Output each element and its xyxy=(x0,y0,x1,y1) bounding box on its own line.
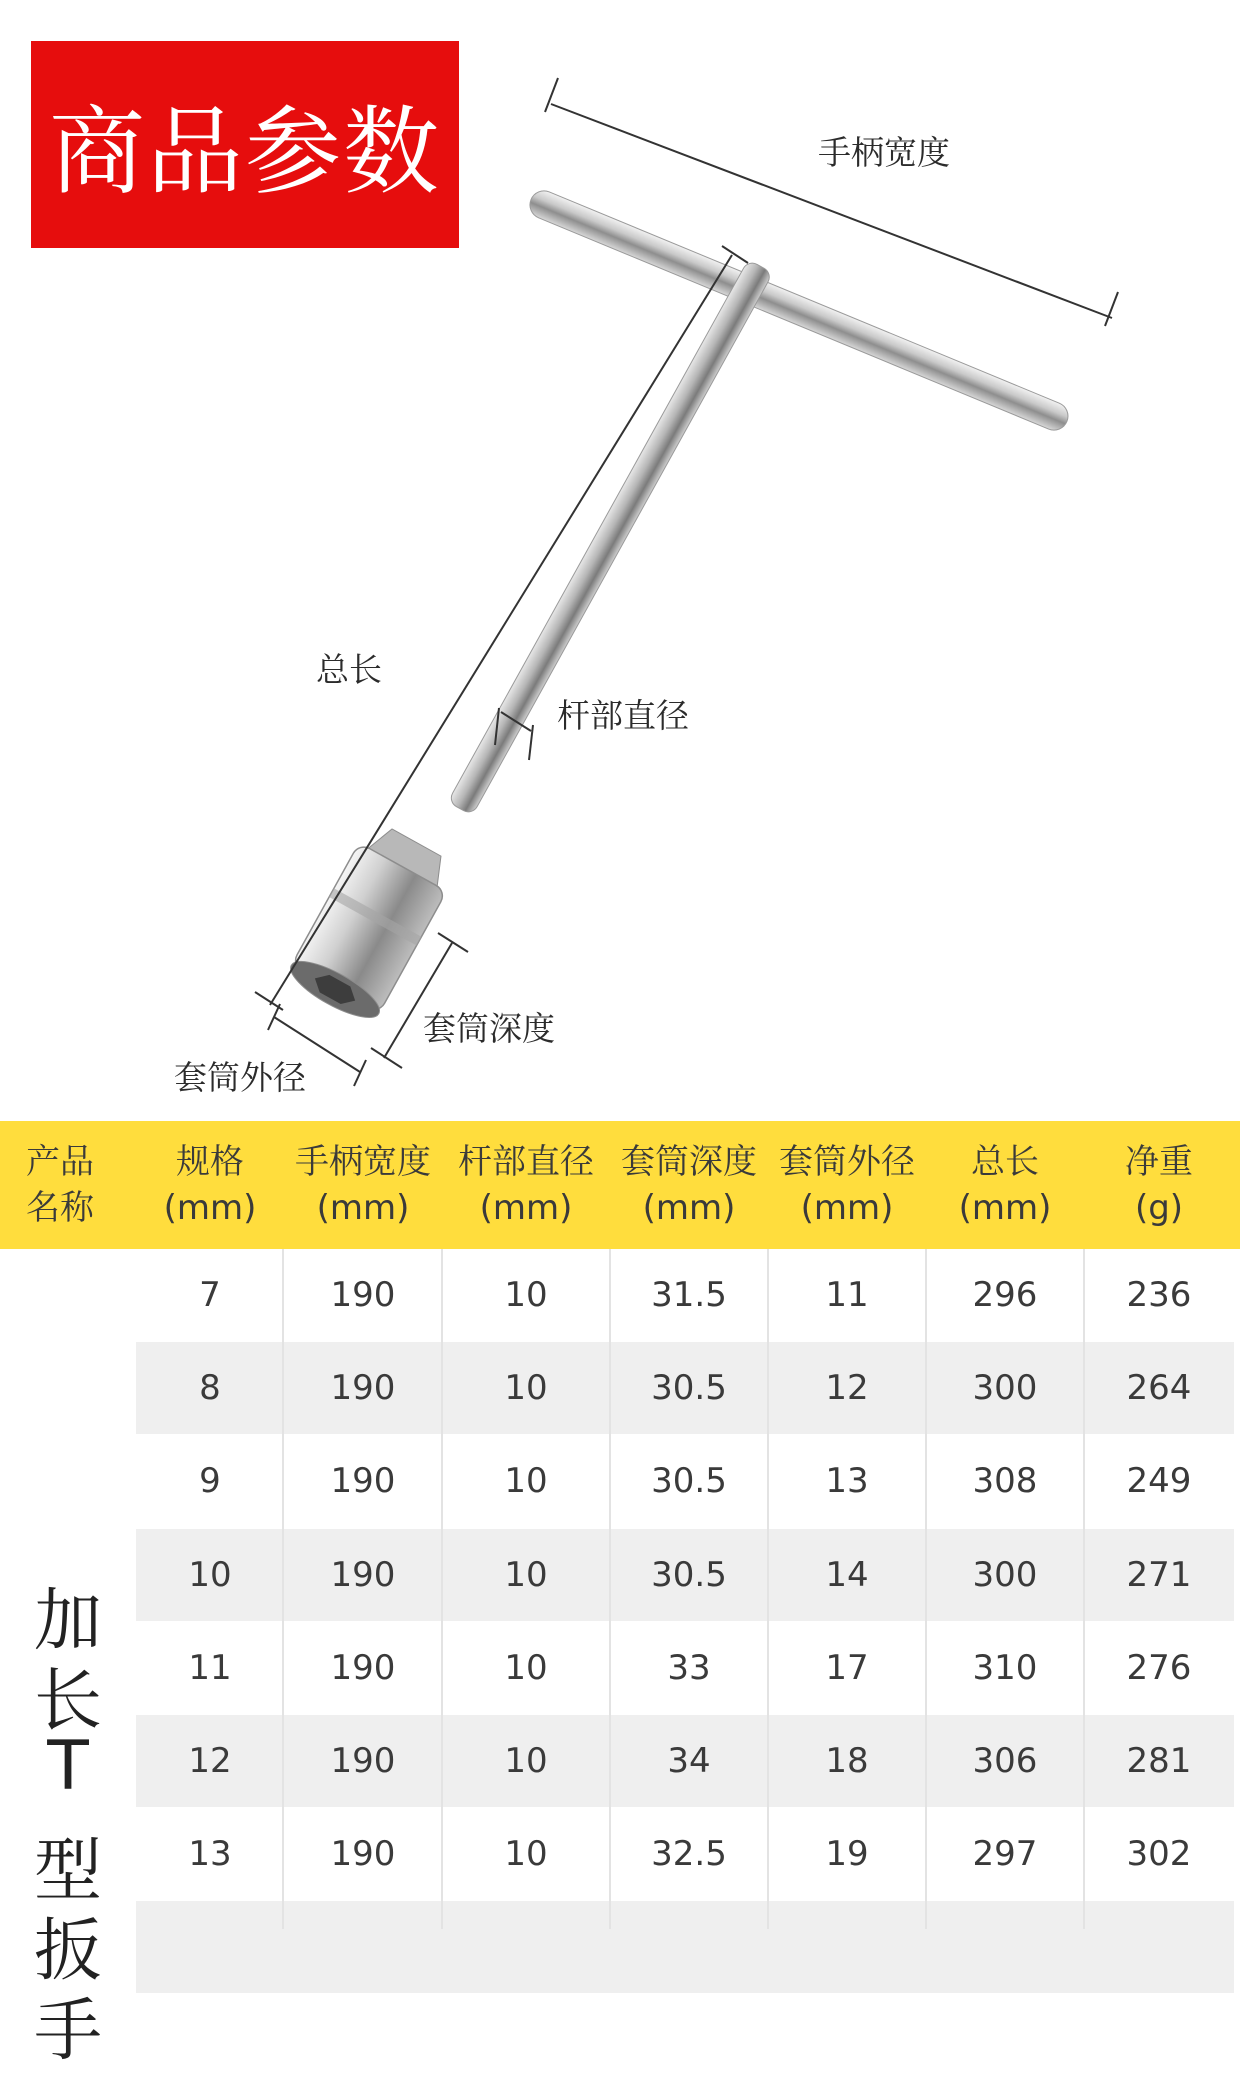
header-socket-depth xyxy=(610,1121,768,1249)
column-divider xyxy=(1083,1249,1085,1929)
table-cell: 10 xyxy=(504,1555,548,1595)
table-row xyxy=(136,1901,1234,1993)
table-cell: 18 xyxy=(825,1741,869,1781)
table-cell: 10 xyxy=(504,1275,548,1315)
table-row xyxy=(136,1435,1234,1527)
header-handle-width xyxy=(284,1121,442,1249)
table-cell: 11 xyxy=(825,1275,869,1315)
table-cell: 276 xyxy=(1126,1648,1192,1688)
product-name-char: 长 xyxy=(33,1662,102,1741)
table-cell: 10 xyxy=(504,1461,548,1501)
table-cell: 296 xyxy=(972,1275,1038,1315)
header-line: (mm) xyxy=(958,1188,1052,1228)
product-name-char: 型 xyxy=(33,1832,102,1911)
product-name-char: T xyxy=(47,1727,89,1806)
product-name-char: 加 xyxy=(33,1582,102,1661)
header-line: (mm) xyxy=(163,1188,257,1228)
header-line: 手柄宽度 xyxy=(295,1142,431,1182)
table-cell: 249 xyxy=(1126,1461,1192,1501)
table-row xyxy=(136,1342,1234,1434)
table-cell: 11 xyxy=(188,1648,232,1688)
handle-width-label: 手柄宽度 xyxy=(818,133,950,172)
table-cell: 32.5 xyxy=(651,1834,727,1874)
header-line: 产品 xyxy=(26,1142,94,1182)
table-cell: 34 xyxy=(667,1741,711,1781)
table-cell: 190 xyxy=(330,1741,396,1781)
header-line: (mm) xyxy=(800,1188,894,1228)
table-row xyxy=(136,1249,1234,1341)
table-cell: 190 xyxy=(330,1834,396,1874)
table-cell: 308 xyxy=(972,1461,1038,1501)
product-name-char: 扳 xyxy=(33,1912,102,1991)
table-cell: 12 xyxy=(825,1368,869,1408)
column-divider xyxy=(767,1249,769,1929)
table-cell: 271 xyxy=(1126,1555,1192,1595)
table-cell: 9 xyxy=(199,1461,221,1501)
column-divider xyxy=(282,1249,284,1929)
table-cell: 300 xyxy=(972,1555,1038,1595)
table-cell: 264 xyxy=(1126,1368,1192,1408)
table-cell: 31.5 xyxy=(651,1275,727,1315)
product-name-char: 手 xyxy=(33,1992,102,2071)
table-row xyxy=(136,1808,1234,1900)
table-cell: 12 xyxy=(188,1741,232,1781)
table-cell: 30.5 xyxy=(651,1461,727,1501)
header-line: 套筒深度 xyxy=(621,1142,757,1182)
table-cell: 10 xyxy=(504,1834,548,1874)
table-cell: 10 xyxy=(504,1368,548,1408)
table-cell: 19 xyxy=(825,1834,869,1874)
column-divider xyxy=(441,1249,443,1929)
table-cell: 306 xyxy=(972,1741,1038,1781)
spec-table xyxy=(0,1121,1240,2071)
table-cell: 190 xyxy=(330,1275,396,1315)
table-cell: 17 xyxy=(825,1648,869,1688)
table-cell: 13 xyxy=(825,1461,869,1501)
shaft-diameter-label: 杆部直径 xyxy=(557,696,689,735)
header-line: 总长 xyxy=(971,1142,1039,1182)
table-cell: 30.5 xyxy=(651,1555,727,1595)
header-line: (mm) xyxy=(316,1188,410,1228)
table-row xyxy=(136,1715,1234,1807)
socket-depth-label: 套筒深度 xyxy=(423,1009,555,1048)
table-cell: 190 xyxy=(330,1368,396,1408)
total-length-label: 总长 xyxy=(316,650,382,689)
table-row xyxy=(136,1622,1234,1714)
header-line: 规格 xyxy=(176,1142,244,1182)
header-line: 净重 xyxy=(1125,1142,1193,1182)
header-line: 名称 xyxy=(26,1188,94,1228)
header-socket-outer-diameter xyxy=(768,1121,926,1249)
table-cell: 302 xyxy=(1126,1834,1192,1874)
header-line: 杆部直径 xyxy=(458,1142,594,1182)
table-cell: 10 xyxy=(504,1741,548,1781)
column-divider xyxy=(925,1249,927,1929)
header-shaft-diameter xyxy=(442,1121,610,1249)
table-cell: 310 xyxy=(972,1648,1038,1688)
column-divider xyxy=(609,1249,611,1929)
socket-outer-diameter-label: 套筒外径 xyxy=(174,1058,306,1097)
table-cell: 7 xyxy=(199,1275,221,1315)
table-cell: 236 xyxy=(1126,1275,1192,1315)
table-cell: 190 xyxy=(330,1555,396,1595)
socket xyxy=(284,818,461,1027)
table-cell: 190 xyxy=(330,1461,396,1501)
table-cell: 13 xyxy=(188,1834,232,1874)
table-cell: 300 xyxy=(972,1368,1038,1408)
table-cell: 33 xyxy=(667,1648,711,1688)
handle-width-dimension xyxy=(545,78,1118,326)
product-name-cell xyxy=(0,1249,136,2071)
header-line: (g) xyxy=(1134,1188,1184,1228)
table-cell: 14 xyxy=(825,1555,869,1595)
table-row xyxy=(136,1529,1234,1621)
table-cell: 190 xyxy=(330,1648,396,1688)
table-cell: 10 xyxy=(504,1648,548,1688)
page-title: 商品参数 xyxy=(31,41,459,248)
table-header-row xyxy=(0,1121,1240,1249)
header-total-length xyxy=(926,1121,1084,1249)
header-line: 套筒外径 xyxy=(779,1142,915,1182)
header-line: (mm) xyxy=(642,1188,736,1228)
header-spec xyxy=(136,1121,284,1249)
table-cell: 8 xyxy=(199,1368,221,1408)
table-cell: 281 xyxy=(1126,1741,1192,1781)
header-line: (mm) xyxy=(479,1188,573,1228)
table-cell: 297 xyxy=(972,1834,1038,1874)
table-cell: 30.5 xyxy=(651,1368,727,1408)
header-net-weight xyxy=(1084,1121,1234,1249)
handle-bar xyxy=(526,187,1073,435)
table-cell: 10 xyxy=(188,1555,232,1595)
total-length-dimension xyxy=(255,246,748,1010)
